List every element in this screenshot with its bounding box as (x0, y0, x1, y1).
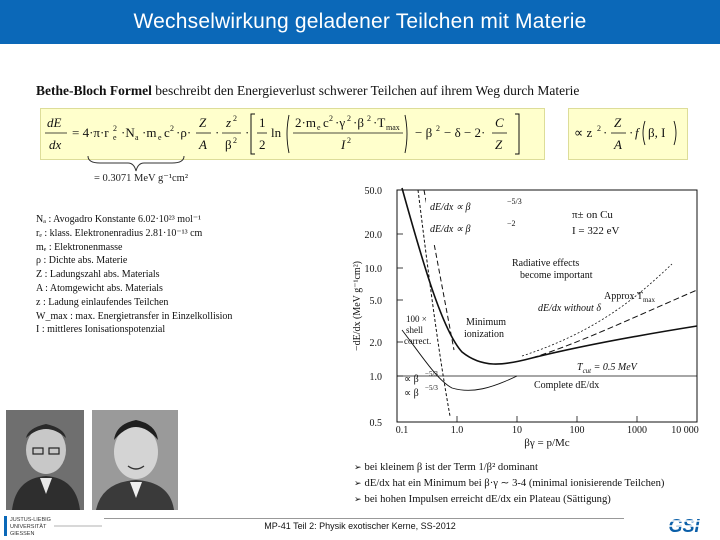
x-tick: 1000 (627, 425, 647, 436)
definition-item: Nₐ : Avogadro Konstante 6.02·10²³ mol⁻¹ (36, 214, 202, 225)
svg-text:·: · (629, 125, 634, 140)
definition-item: I : mittleres Ionisationspotenzial (36, 324, 166, 336)
y-tick: 1.0 (369, 372, 382, 383)
svg-text:A: A (614, 137, 622, 152)
gsi-logo (652, 512, 716, 538)
definition-item: ρ : Dichte abs. Materie (36, 255, 128, 267)
definition-item: Z : Ladungszahl abs. Materials (36, 269, 160, 281)
portrait-bethe (6, 410, 84, 510)
svg-text:β, I: β, I (648, 125, 666, 140)
svg-text:= 4·π·r: = 4·π·r (72, 125, 109, 140)
svg-text:·N: ·N (121, 125, 135, 140)
low-beta-exp-b: −5/3 (425, 384, 438, 392)
svg-text:2·m: 2·m (295, 115, 316, 130)
svg-text:ln: ln (271, 125, 282, 140)
definition-item: A : Atomgewicht abs. Materials (36, 282, 163, 294)
svg-text:·γ: ·γ (335, 115, 346, 130)
svg-text:2: 2 (170, 124, 174, 133)
definition-item: z : Ladung einlaufendes Teilchen (36, 296, 169, 308)
minimum-label-2: ionization (464, 329, 504, 340)
y-tick: 2.0 (369, 338, 382, 349)
x-tick: 0.1 (395, 425, 409, 436)
svg-text:JUSTUS-LIEBIG: JUSTUS-LIEBIG (10, 517, 51, 523)
svg-text:GSI: GSI (668, 516, 700, 536)
svg-text:dE: dE (47, 115, 62, 130)
svg-text:e: e (113, 133, 117, 142)
y-tick: 5.0 (369, 296, 382, 307)
intro-bold: Bethe-Bloch Formel (36, 83, 152, 98)
bethe-bloch-formula (40, 108, 545, 160)
svg-text:dx: dx (49, 137, 62, 152)
svg-text:Z: Z (495, 137, 503, 152)
svg-text:2: 2 (233, 136, 237, 145)
svg-text:2: 2 (233, 114, 237, 123)
svg-text:A: A (199, 137, 207, 152)
svg-text:c: c (164, 125, 170, 140)
arrow-icon: ➢ (354, 495, 362, 505)
svg-text:·: · (245, 125, 250, 140)
svg-text:1: 1 (259, 115, 266, 130)
svg-text:I: I (341, 137, 346, 152)
page-title: Wechselwirkung geladener Teilchen mit Materie (133, 10, 587, 33)
radiative-label-2: become important (520, 270, 593, 281)
svg-text:a: a (135, 133, 139, 142)
minimum-label: Minimum (466, 317, 507, 328)
bethe-bloch-plot (342, 180, 712, 450)
title-bar (0, 0, 720, 44)
svg-text:C: C (495, 115, 504, 130)
svg-text:c: c (323, 115, 329, 130)
portrait-bloch (92, 410, 178, 510)
svg-text:·ρ·: ·ρ· (176, 125, 192, 140)
y-tick: 20.0 (364, 230, 382, 241)
svg-text:2: 2 (259, 137, 266, 152)
svg-text:2: 2 (347, 136, 351, 145)
legend-b: dE/dx ∝ β (430, 224, 471, 235)
svg-text:− δ − 2·: − δ − 2· (444, 125, 486, 140)
legend-b-exp: −2 (507, 219, 516, 228)
svg-text:dE/dx ∝ β (430, 202, 470, 213)
svg-text:2: 2 (113, 124, 117, 133)
svg-text:2: 2 (329, 114, 333, 123)
definition-item: mₑ : Elektronenmasse (36, 241, 123, 253)
material-info: π± on Cu (572, 209, 613, 221)
low-beta-exp-a: −5/3 (425, 370, 438, 378)
bullet-item: ➢ dE/dx hat ein Minimum bei β·γ ∼ 3-4 (minimal ionisierende Teilchen) (354, 476, 664, 492)
constant-brace (86, 155, 186, 173)
intro-text (36, 83, 579, 99)
y-axis-label: −dE/dx (MeV g⁻¹cm²) (352, 260, 363, 352)
x-tick: 10 000 (671, 425, 699, 436)
svg-text:z: z (226, 115, 232, 130)
excitation-info: I = 322 eV (572, 225, 620, 237)
legend-a: dE/dx ∝ β (430, 202, 471, 213)
complete-label: Complete dE/dx (534, 380, 600, 391)
svg-text:f: f (635, 125, 639, 140)
intro-rest: beschreibt den Energieverlust schwerer Teilchen auf ihrem Weg durch Materie (151, 83, 580, 98)
footer-text: MP-41 Teil 2: Physik exotischer Kerne, SS-2012 (264, 521, 456, 531)
svg-text:e: e (158, 133, 162, 142)
x-tick: 10 (512, 425, 522, 436)
shell-label: 100 × (406, 314, 427, 324)
shell-label-2: shell (406, 325, 423, 335)
approx-label: Approx $T_{max}$ (604, 291, 656, 304)
definition-item: rₑ : klass. Elektronenradius 2.81·10⁻¹³ cm (36, 227, 203, 239)
svg-text:·: · (215, 125, 220, 140)
svg-text:Z: Z (199, 115, 207, 130)
arrow-icon: ➢ (354, 479, 362, 489)
svg-text:2: 2 (597, 124, 601, 133)
legend-a-exp: −5/3 (507, 197, 522, 206)
svg-text:β: β (225, 137, 232, 152)
x-tick: 100 (569, 425, 585, 436)
svg-text:·T: ·T (373, 115, 386, 130)
svg-text:max: max (386, 123, 400, 132)
proportionality-formula (568, 108, 688, 160)
svg-text:GIESSEN: GIESSEN (10, 531, 35, 537)
tcut-label: $T_{cut} = 0.5$ MeV (577, 362, 637, 375)
svg-text:e: e (317, 123, 321, 132)
svg-text:UNIVERSITÄT: UNIVERSITÄT (10, 524, 47, 530)
definitions-list (36, 213, 232, 337)
svg-text:2: 2 (347, 114, 351, 123)
low-beta-label-b: ∝ β (404, 388, 419, 399)
x-axis-label: βγ = p/Mc (524, 437, 570, 449)
svg-text:Z: Z (614, 115, 622, 130)
definition-item: W_max : max. Energietransfer in Einzelkollision (36, 310, 233, 322)
constant-value: = 0.3071 MeV g⁻¹cm² (94, 173, 188, 184)
y-tick: 0.5 (369, 418, 382, 429)
x-tick: 1.0 (450, 425, 464, 436)
without-delta-label: dE/dx without δ (538, 303, 601, 314)
y-tick: 10.0 (364, 264, 382, 275)
svg-text:2: 2 (367, 114, 371, 123)
svg-text:·β: ·β (353, 115, 364, 130)
svg-text:∝ z: ∝ z (574, 125, 593, 140)
svg-text:2: 2 (436, 124, 440, 133)
low-beta-label-a: ∝ β (404, 374, 419, 385)
summary-bullets (354, 460, 664, 508)
radiative-label: Radiative effects (512, 258, 580, 269)
footer-divider (104, 518, 624, 519)
svg-text:·m: ·m (142, 125, 157, 140)
arrow-icon: ➢ (354, 463, 362, 473)
bullet-item: ➢ bei kleinem β ist der Term 1/β² dominant (354, 460, 664, 476)
svg-text:− β: − β (415, 125, 433, 140)
y-tick: 50.0 (364, 186, 382, 197)
shell-label-3: correct. (404, 336, 432, 346)
svg-text:·: · (603, 125, 608, 140)
bullet-item: ➢ bei hohen Impulsen erreicht dE/dx ein Plateau (Sättigung) (354, 492, 664, 508)
